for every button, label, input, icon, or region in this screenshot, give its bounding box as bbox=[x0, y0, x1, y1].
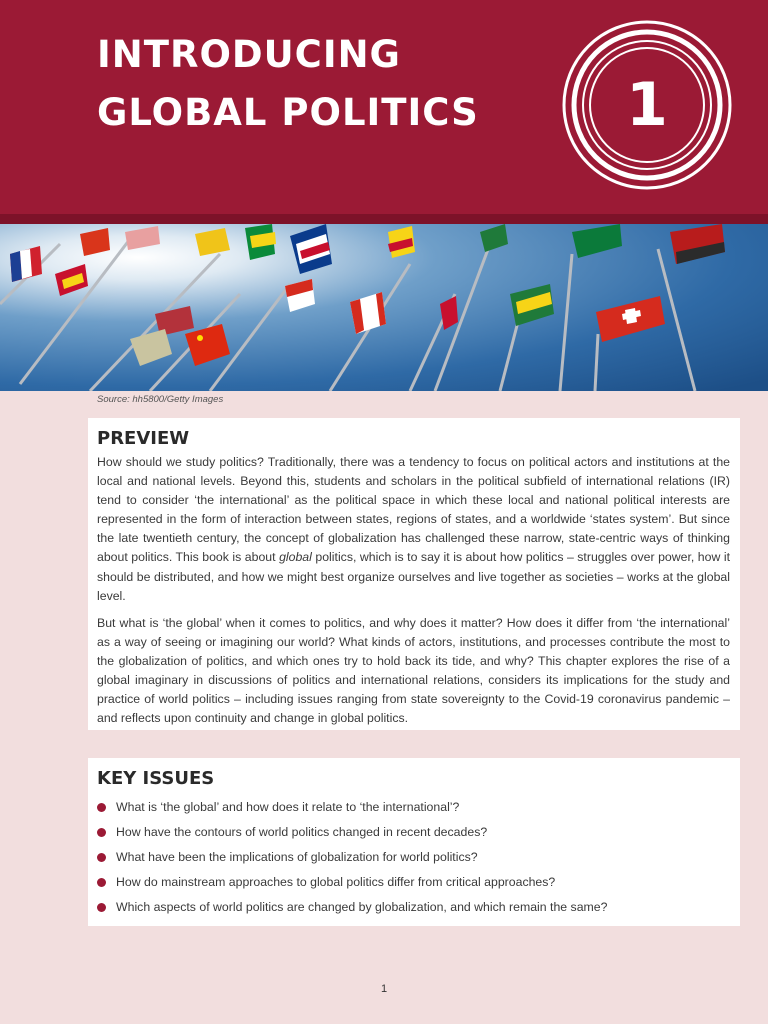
preview-para1-text-b: politics, which is to say it is about how politics – struggles over power, how it should be distributed, and how we might best organize ourselves and live together as societies – works at the global level. bbox=[97, 550, 731, 603]
key-issue-text: Which aspects of world politics are changed by globalization, and which remain the same? bbox=[116, 900, 608, 914]
list-item bbox=[97, 870, 730, 895]
key-issue-text: How do mainstream approaches to global politics differ from critical approaches? bbox=[116, 875, 556, 889]
key-issues-box bbox=[88, 758, 740, 926]
chapter-title-line1: INTRODUCING bbox=[97, 33, 401, 76]
key-issues-list bbox=[97, 795, 730, 920]
bullet-icon bbox=[97, 878, 106, 887]
key-issue-text: What have been the implications of globalization for world politics? bbox=[116, 850, 478, 864]
chapter-number-badge bbox=[562, 20, 732, 190]
key-issue-text: What is ‘the global’ and how does it relate to ‘the international’? bbox=[116, 800, 460, 814]
list-item bbox=[97, 845, 730, 870]
list-item bbox=[97, 820, 730, 845]
list-item bbox=[97, 795, 730, 820]
chapter-title-line2: GLOBAL POLITICS bbox=[97, 91, 479, 134]
chapter-number: 1 bbox=[626, 70, 668, 140]
chapter-title bbox=[97, 26, 479, 142]
preview-para1-text-a: How should we study politics? Traditionally, there was a tendency to focus on political actors and institutions at the local and national levels. Beyond this, students and scholars in the political subfield of international relations (IR) tend to consider ‘the international’ as the political space in which these local and national political interests are represented in the form of interaction between states, regions of states, and a worldwide ‘states system’. But since the late twentieth century, the concept of globalization has challenged these narrow, state-centric ways of thinking about politics. This book is about bbox=[97, 455, 730, 565]
preview-paragraph-2: But what is ‘the global’ when it comes to politics, and why does it matter? How does it differ from ‘the international’ as a way of seeing or imagining our world? What kinds of actors, institutions, and processes contribute the most to the globalization of politics, and which ones try to hold back its tide, and why? This chapter explores the rise of a global imaginary in discussions of politics and international relations, considers its implications for the study and practice of world politics – including issues ranging from state sovereignty to the Covid-19 coronavirus pandemic – and reflects upon continuity and change in global politics. bbox=[97, 615, 730, 726]
bullet-icon bbox=[97, 828, 106, 837]
photo-caption: Source: hh5800/Getty Images bbox=[97, 394, 224, 405]
bullet-icon bbox=[97, 903, 106, 912]
key-issue-text: How have the contours of world politics changed in recent decades? bbox=[116, 825, 488, 839]
key-issues-heading: KEY ISSUES bbox=[97, 768, 215, 789]
list-item bbox=[97, 895, 730, 920]
header-divider bbox=[0, 214, 768, 224]
flags-photo bbox=[0, 224, 768, 391]
preview-heading: PREVIEW bbox=[97, 428, 190, 449]
flags-image bbox=[0, 224, 768, 391]
preview-paragraph-1 bbox=[97, 453, 730, 606]
page-number: 1 bbox=[380, 983, 388, 995]
preview-box bbox=[88, 418, 740, 730]
preview-para1-emphasis: global bbox=[279, 550, 312, 565]
bullet-icon bbox=[97, 803, 106, 812]
chapter-header bbox=[0, 0, 768, 214]
bullet-icon bbox=[97, 853, 106, 862]
